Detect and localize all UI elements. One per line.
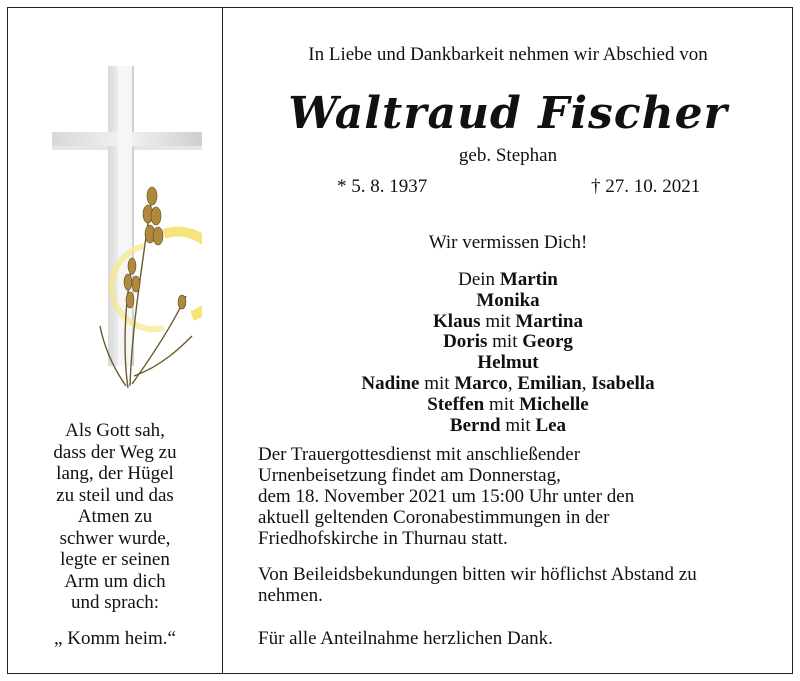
family-row <box>223 353 793 374</box>
family-row <box>223 374 793 395</box>
family-word: , <box>507 372 513 394</box>
poem-line: dass der Weg zu <box>53 441 177 463</box>
poem-quote: „ Komm heim.“ <box>54 627 176 649</box>
family-name: Klaus <box>433 310 481 332</box>
poem-line: Arm um dich <box>64 570 166 592</box>
family-row <box>223 332 793 353</box>
family-word: mit <box>492 331 518 353</box>
thanks-text: Für alle Anteilnahme herzlichen Dank. <box>258 628 553 649</box>
deceased-name: Waltraud Fischer <box>288 88 728 139</box>
family-name: Emilian <box>517 372 582 394</box>
family-word: Dein <box>458 269 496 290</box>
family-name: Steffen <box>427 393 485 415</box>
family-name: Lea <box>535 414 567 436</box>
family-row <box>223 416 793 437</box>
service-line: Urnenbeisetzung findet am Donnerstag, <box>258 465 561 486</box>
left-column <box>8 8 222 673</box>
family-name: Michelle <box>519 393 589 415</box>
family-word: , <box>581 372 587 394</box>
service-line: Der Trauergottesdienst mit anschließender <box>258 444 581 465</box>
birth-date: * 5. 8. 1937 <box>337 176 428 197</box>
family-row <box>223 312 793 333</box>
service-line: aktuell geltenden Coronabestimmungen in der <box>258 507 610 528</box>
we-miss-you-text: Wir vermissen Dich! <box>428 232 588 253</box>
family-list <box>223 270 793 436</box>
condolence-line: nehmen. <box>258 585 323 606</box>
family-word: mit <box>505 414 531 436</box>
intro-text: In Liebe und Dankbarkeit nehmen wir Abschied von <box>308 44 708 65</box>
family-word: mit <box>489 393 515 415</box>
poem-line: und sprach: <box>70 592 160 613</box>
service-paragraph <box>258 444 778 549</box>
poem-line: schwer wurde, <box>59 527 171 549</box>
condolence-line: Von Beileidsbekundungen bitten wir höflichst Abstand zu <box>258 564 697 585</box>
family-name: Monika <box>476 289 540 311</box>
poem-line: Als Gott sah, <box>65 420 165 441</box>
condolence-paragraph <box>258 564 778 606</box>
family-row <box>223 270 793 291</box>
family-name: Georg <box>522 331 573 353</box>
family-name: Martin <box>499 269 558 290</box>
family-name: Isabella <box>591 372 655 394</box>
right-column <box>223 8 793 673</box>
poem-line: legte er seinen <box>60 549 170 570</box>
family-word: mit <box>424 372 450 394</box>
cross-with-wheat-icon <box>52 66 202 396</box>
death-date: † 27. 10. 2021 <box>591 176 701 197</box>
family-name: Bernd <box>449 414 501 436</box>
family-name: Martina <box>515 310 583 332</box>
family-name: Doris <box>443 331 488 353</box>
maiden-name: geb. Stephan <box>458 145 558 166</box>
family-name: Marco <box>454 372 508 394</box>
poem-line: zu steil und das <box>56 484 174 506</box>
service-line: Friedhofskirche in Thurnau statt. <box>258 528 508 549</box>
poem-line: lang, der Hügel <box>56 463 174 484</box>
family-word: mit <box>485 310 511 332</box>
family-row <box>223 395 793 416</box>
family-name: Nadine <box>361 372 420 394</box>
family-name: Helmut <box>477 352 539 374</box>
poem <box>8 420 222 649</box>
service-line: dem 18. November 2021 um 15:00 Uhr unter den <box>258 486 635 507</box>
family-row <box>223 291 793 312</box>
poem-line: Atmen zu <box>77 506 153 527</box>
